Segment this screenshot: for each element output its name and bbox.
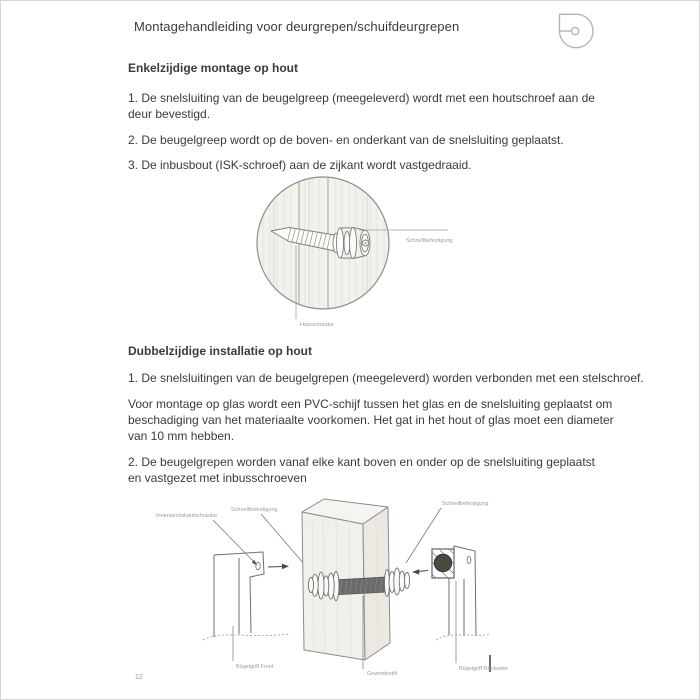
figure-double-mount — [131, 493, 551, 685]
arrow-left — [412, 569, 428, 574]
label-gewindestift: Gewindestift — [367, 671, 398, 677]
section-heading-single-sided: Enkelzijdige montage op hout — [128, 61, 299, 75]
break-line-right — [436, 634, 489, 640]
label-innensechskantschraube: Innensechskantschraube — [156, 513, 218, 519]
brand-logo-icon — [544, 6, 598, 52]
label-schnellbefestigung-right: Schnellbefestigung — [442, 501, 489, 507]
label-buegelgriff-front: Bügelgriff Front — [236, 664, 274, 670]
handle-back-outline — [415, 539, 489, 640]
page-title: Montagehandleiding voor deurgrepen/schuifdeurgrepen — [134, 19, 460, 34]
logo-dot — [572, 27, 579, 34]
step-2-single: 2. De beugelgreep wordt op de boven- en onderkant van de snelsluiting geplaatst. — [128, 133, 564, 147]
figure-single-mount — [239, 173, 471, 339]
label-schnellbefestigung-left: Schnellbefestigung — [231, 507, 278, 513]
threaded-pin — [333, 577, 387, 595]
step-3-single: 3. De inbusbout (ISK-schroef) aan de zijkant wordt vastgedraaid. — [128, 158, 472, 172]
fastener-core — [434, 554, 451, 571]
quick-fastener-illustration — [337, 228, 371, 259]
step-1-double: 1. De snelsluitingen van de beugelgrepen (meegeleverd) worden verbonden met een stelschroef. — [128, 371, 644, 385]
step-1-single: 1. De snelsluiting van de beugelgreep (meegeleverd) wordt met een houtschroef aan de deur bevestigd. — [128, 91, 595, 121]
section-heading-double-sided: Dubbelzijdige installatie op hout — [128, 344, 313, 358]
break-line-left — [203, 634, 289, 640]
label-holzschraube: Holzschraube — [300, 322, 334, 328]
label-schnellbefestigung: Schnellbefestigung — [406, 238, 453, 244]
page-number: 12 — [135, 674, 143, 681]
fastener-right — [385, 568, 410, 597]
glass-note: Voor montage op glas wordt een PVC-schijf tussen het glas en de snelsluiting geplaatst om beschadiging van het materiaalte voorkomen. Het gat in het hout of glas moet een diameter van 10 mm hebben. — [128, 397, 614, 443]
label-buegelgriff-rueckseite: Bügelgriff Rückseite — [459, 666, 508, 672]
handle-front-outline — [203, 552, 289, 640]
arrow-right — [268, 564, 289, 570]
step-2-double: 2. De beugelgrepen worden vanaf elke kant boven en onder op de snelsluiting geplaatst en vastgezet met inbusschroeven — [128, 455, 595, 485]
